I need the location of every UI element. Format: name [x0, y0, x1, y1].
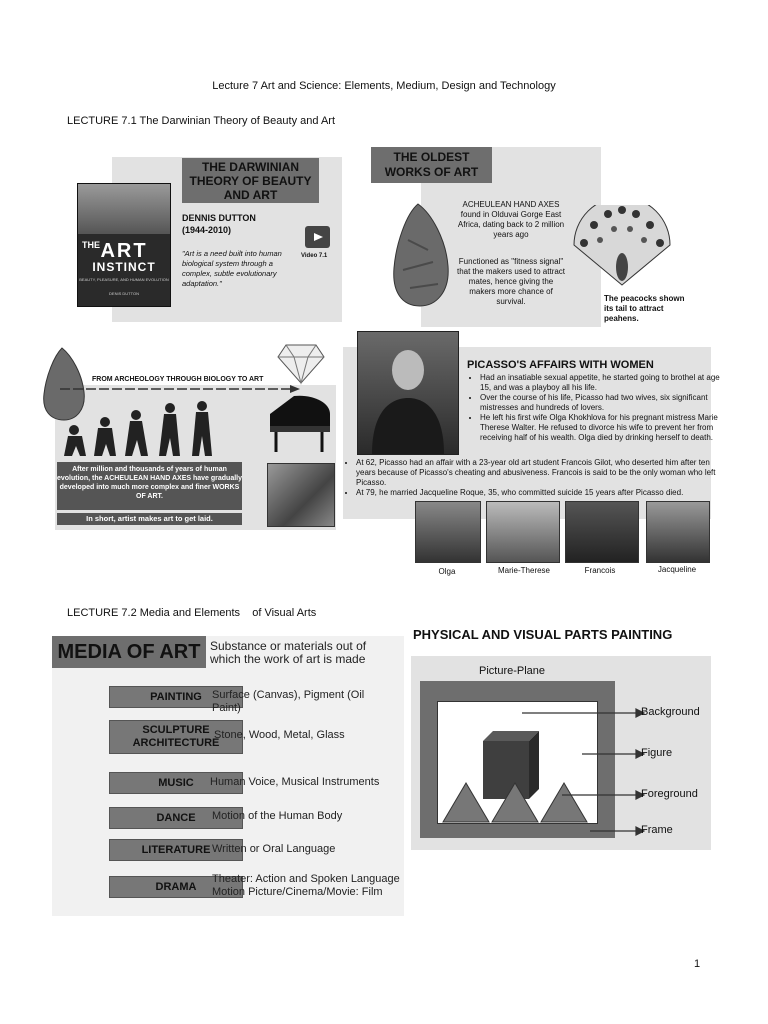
oldest-title: THE OLDEST WORKS OF ART	[371, 147, 492, 183]
label-frame: Frame	[641, 824, 673, 836]
picasso-bullets-wide	[346, 458, 720, 498]
document-title: Lecture 7 Art and Science: Elements, Medium, Design and Technology	[212, 80, 556, 92]
book-cover	[77, 183, 171, 307]
page-number: 1	[694, 958, 701, 970]
media-label-literature: LITERATURE	[109, 839, 243, 861]
part-arrows	[520, 700, 645, 840]
media-label-music: MUSIC	[109, 772, 243, 794]
section-heading-7-2: LECTURE 7.2 Media and Elements of Visual Arts	[67, 607, 317, 619]
media-desc-music: Human Voice, Musical Instruments	[210, 776, 380, 788]
grand-piano-image	[264, 392, 334, 454]
picasso-bullet: • Had an insatiable sexual appetite, he started going to brothel at age 15, and was a playboy all his life.	[480, 373, 720, 393]
human-evolution-silhouettes	[60, 400, 220, 458]
portrait-olga	[415, 501, 481, 563]
author-name: DENNIS DUTTON	[182, 213, 256, 223]
picasso-bullets	[470, 373, 720, 443]
label-background: Background	[641, 706, 700, 718]
media-definition: Substance or materials out of which the work of art is made	[210, 639, 367, 666]
peacock-caption: The peacocks shown its tail to attract peahens.	[604, 294, 685, 323]
book-author: DENIS DUTTON	[109, 291, 139, 296]
picasso-title: PICASSO'S AFFAIRS WITH WOMEN	[467, 359, 654, 371]
peacock-image	[572, 205, 672, 290]
picasso-bullet: • He left his first wife Olga Khokhlova for his pregnant mistress Marie Therese Walter. He refused to divorce his wife to prevent her from receiving half of his wealth. Olga died by drinking herself to death.	[480, 413, 720, 443]
section-heading-7-1: LECTURE 7.1 The Darwinian Theory of Beauty and Art	[67, 115, 336, 127]
label-foreground: Foreground	[641, 788, 698, 800]
media-label-drama: DRAMA	[109, 876, 243, 898]
media-desc-painting: Surface (Canvas), Pigment (Oil Paint)	[212, 689, 365, 714]
caption-olga: Olga	[438, 567, 456, 576]
media-label-dance: DANCE	[109, 807, 243, 829]
dutton-quote: "Art is a need built into human biological system through a complex, subtle evolutionary adaptation."	[182, 249, 282, 288]
media-label-painting: PAINTING	[109, 686, 243, 708]
book-instinct: INSTINCT	[92, 260, 156, 274]
media-desc-dance: Motion of the Human Body	[212, 810, 343, 822]
diamond-icon	[276, 341, 326, 385]
book-the: THE	[82, 240, 100, 250]
play-triangle-icon	[312, 232, 324, 242]
media-desc-drama: Theater: Action and Spoken Language Motion Picture/Cinema/Movie: Film	[212, 873, 400, 898]
darwin-title: THE DARWINIAN THEORY OF BEAUTY AND ART	[182, 158, 319, 203]
physical-title: PHYSICAL AND VISUAL PARTS PAINTING	[413, 627, 673, 642]
video-label: Video 7.1	[301, 253, 328, 259]
evolution-banner: FROM ARCHEOLOGY THROUGH BIOLOGY TO ART	[92, 376, 264, 383]
book-cover-landscape	[78, 184, 170, 234]
author-years: (1944-2010)	[182, 225, 232, 235]
picasso-portrait	[357, 331, 459, 455]
media-desc-sculpture: Stone, Wood, Metal, Glass	[214, 729, 345, 741]
media-label-sculpture: SCULPTURE ARCHITECTURE	[109, 720, 243, 754]
hand-axe-image	[388, 200, 456, 310]
book-art: ART	[100, 240, 148, 262]
label-figure: Figure	[641, 747, 673, 759]
portrait-marie-therese	[486, 501, 560, 563]
picasso-painting-image	[267, 463, 335, 527]
media-title: MEDIA OF ART	[52, 636, 206, 668]
picasso-bullet: • Over the course of his life, Picasso had two wives, six significant mistresses and hundreds of lovers.	[480, 393, 720, 413]
media-desc-literature: Written or Oral Language	[212, 843, 336, 855]
book-subtitle: BEAUTY, PLEASURE, AND HUMAN EVOLUTION	[79, 277, 169, 282]
caption-jacqueline: Jacqueline	[657, 565, 697, 574]
picasso-bullet: • At 62, Picasso had an affair with a 23-year old art student Francois Gilot, who deserted him after ten years because of Picasso's cheating and abusiveness. Francois is said to be the only woman who left Picasso.	[356, 458, 720, 488]
caption-francois: Francois	[584, 566, 616, 575]
evolution-conclusion: In short, artist makes art to get laid.	[57, 513, 242, 525]
portrait-francois	[565, 501, 639, 563]
picasso-silhouette	[358, 332, 458, 454]
picasso-bullet: • At 79, he married Jacqueline Roque, 35, who committed suicide 15 years after Picasso died.	[356, 488, 720, 498]
hand-axe-text: ACHEULEAN HAND AXES found in Olduvai Gorge East Africa, dating back to 2 million years ago	[457, 200, 565, 239]
portrait-jacqueline	[646, 501, 710, 563]
evolution-text: After million and thousands of years of human evolution, the ACHEULEAN HAND AXES have gradually developed into much more complex and finer WORKS OF ART.	[57, 462, 242, 510]
video-play-icon[interactable]	[305, 226, 330, 248]
caption-marie-therese: Marie-Therese	[497, 566, 550, 575]
fitness-signal-text: Functioned as "fitness signal" that the makers used to attract mates, hence giving the makers more chance of survival.	[456, 257, 566, 306]
picture-plane-label: Picture-Plane	[479, 665, 546, 677]
